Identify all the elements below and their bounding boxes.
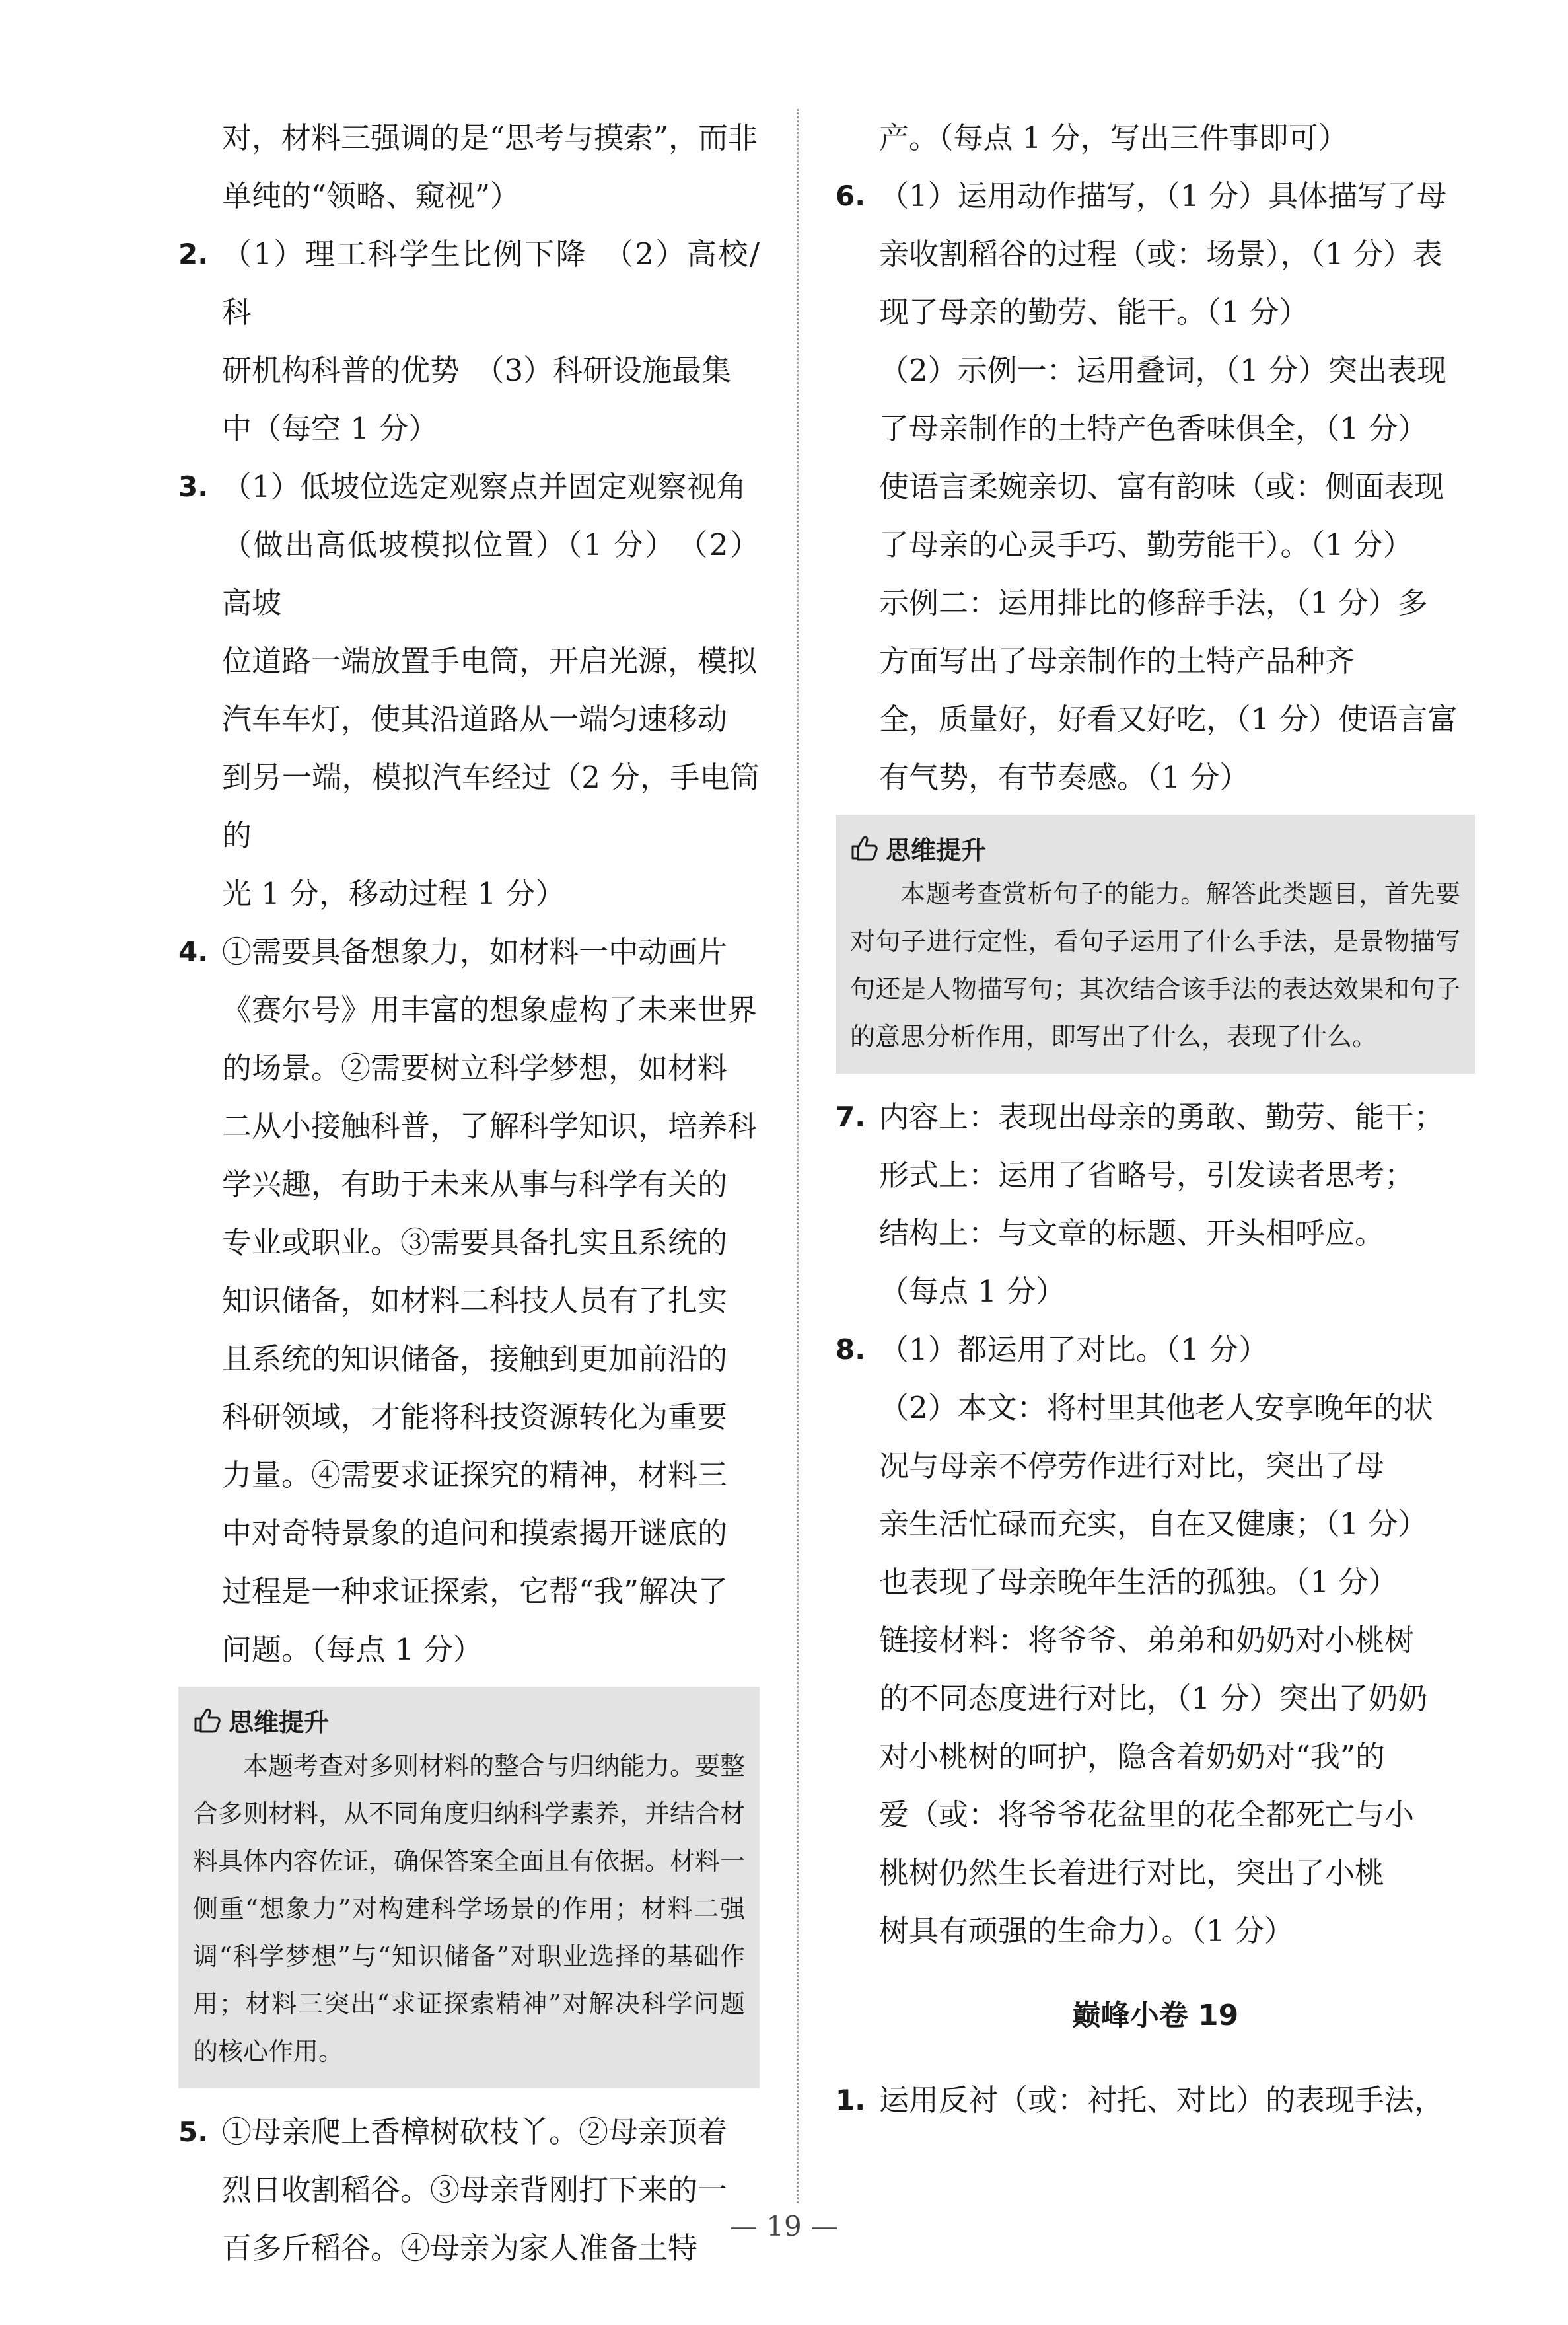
answer-line: （1）都运用了对比。（1 分） (879, 1332, 1269, 1367)
answer-number: 8. (836, 1333, 866, 1366)
answer-line: 内容上：表现出母亲的勇敢、勤劳、能干； (879, 1099, 1444, 1134)
answer-line: 全，质量好，好看又好吃，（1 分）使语言富 (879, 702, 1458, 737)
answer-line: ①母亲爬上香樟树砍枝丫。②母亲顶着 (222, 2114, 728, 2149)
answer-line: 研机构科普的优势 （3）科研设施最集 (222, 353, 732, 388)
answer-line: 形式上：运用了省略号，引发读者思考； (879, 1158, 1415, 1193)
answer-line: 的不同态度进行对比，（1 分）突出了奶奶 (879, 1681, 1428, 1716)
answer-line: 有气势，有节奏感。（1 分） (879, 760, 1250, 795)
answer-line: 二从小接触科普，了解科学知识，培养科 (222, 1109, 758, 1144)
thumbs-up-pointing-icon (850, 834, 879, 861)
left-column (178, 109, 760, 2277)
answer-line: 况与母亲不停劳作进行对比，突出了母 (879, 1448, 1385, 1483)
continuation-line: 产。（每点 1 分，写出三件事即可） (879, 120, 1348, 155)
answer-line: 运用反衬（或：衬托、对比）的表现手法， (879, 2083, 1444, 2118)
answer-line: 中对奇特景象的追问和摸索揭开谜底的 (222, 1516, 728, 1551)
answer-number: 2. (178, 238, 209, 270)
answer-line: 使语言柔婉亲切、富有韵味（或：侧面表现 (879, 469, 1444, 504)
answer-line: 也表现了母亲晚年生活的孤独。（1 分） (879, 1565, 1398, 1600)
answer-line: 汽车车灯，使其沿道路从一端匀速移动 (222, 702, 728, 737)
answer-line: 知识储备，如材料二科技人员有了扎实 (222, 1283, 728, 1318)
answer-number: 3. (178, 470, 209, 503)
answer-line: 方面写出了母亲制作的土特产品种齐 (879, 644, 1355, 679)
continuation-line: 单纯的“领略、窥视”） (222, 178, 520, 213)
thinking-tip-box (836, 815, 1475, 1074)
answer-line: 树具有顽强的生命力）。（1 分） (879, 1913, 1294, 1948)
answer-line: ①需要具备想象力，如材料一中动画片 (222, 934, 728, 969)
tip-body: 本题考查对多则材料的整合与归纳能力。要整合多则材料，从不同角度归纳科学素养，并结合材料具体内容佐证，确保答案全面且有依据。材料一侧重“想象力”对构建科学场景的作用；材料二强调“科学梦想”与“知识储备”对职业选择的基础作用；材料三突出“求证探索精神”对解决科学问题的核心作用。 (193, 1752, 746, 2066)
answer-2 (178, 225, 760, 458)
answer-line: （1）低坡位选定观察点并固定观察视角 (222, 469, 746, 504)
thinking-tip-box (178, 1687, 760, 2088)
right-column (836, 109, 1475, 2129)
answer-line: 到另一端，模拟汽车经过（2 分，手电筒的 (222, 760, 760, 853)
answer-number: 5. (178, 2116, 209, 2148)
answer-4 (178, 923, 760, 1679)
tip-body: 本题考查赏析句子的能力。解答此类题目，首先要对句子进行定性，看句子运用了什么手法，是景物描写句还是人物描写句；其次结合该手法的表达效果和句子的意思分析作用，即写出了什么，表现了什么。 (850, 879, 1460, 1051)
answer-line: （做出高低坡模拟位置）（1 分） （2）高坡 (222, 527, 760, 620)
answer-line: 了母亲的心灵手巧、勤劳能干）。（1 分） (879, 527, 1413, 562)
page-number: — 19 — (729, 2210, 839, 2242)
tip-title: 思维提升 (229, 1707, 330, 1737)
answer-line: 桃树仍然生长着进行对比，突出了小桃 (879, 1855, 1385, 1890)
tip-header (850, 825, 1460, 870)
answer-line: 烈日收割稻谷。③母亲背刚打下来的一 (222, 2172, 728, 2207)
answer-line: 力量。④需要求证探究的精神，材料三 (222, 1458, 728, 1493)
answer-line: 结构上：与文章的标题、开头相呼应。 (879, 1216, 1385, 1251)
answer-line: 学兴趣，有助于未来从事与科学有关的 (222, 1167, 728, 1202)
answer-line: （2）示例一：运用叠词，（1 分）突出表现 (879, 353, 1447, 388)
answer-5 (178, 2103, 760, 2277)
answer-line: 的场景。②需要树立科学梦想，如材料 (222, 1051, 728, 1086)
answer-line: （每点 1 分） (879, 1274, 1066, 1309)
answer-line: 现了母亲的勤劳、能干。（1 分） (879, 295, 1309, 330)
answer-number: 7. (836, 1101, 866, 1133)
answer-line: 对小桃树的呵护，隐含着奶奶对“我”的 (879, 1739, 1386, 1774)
answer-line: 且系统的知识储备，接触到更加前沿的 (222, 1341, 728, 1376)
answer-number: 1. (836, 2084, 866, 2116)
answer-line: 示例二：运用排比的修辞手法，（1 分）多 (879, 585, 1428, 620)
answer-3 (178, 458, 760, 923)
answer-number: 4. (178, 936, 209, 968)
answer-line: 了母亲制作的土特产色香味俱全，（1 分） (879, 411, 1428, 446)
section-title: 巅峰小卷 19 (1071, 1999, 1239, 2032)
tip-header (193, 1697, 745, 1742)
answer-7 (836, 1088, 1475, 1321)
answer-line: 位道路一端放置手电筒，开启光源，模拟 (222, 644, 758, 679)
answer-line: 链接材料：将爷爷、弟弟和奶奶对小桃树 (879, 1623, 1415, 1658)
answer-line: 科研领域，才能将科技资源转化为重要 (222, 1399, 728, 1434)
answer-line: 光 1 分，移动过程 1 分） (222, 876, 565, 911)
answer-line: 《赛尔号》用丰富的想象虚构了未来世界 (222, 992, 758, 1027)
answer-line: 亲生活忙碌而充实，自在又健康；（1 分） (879, 1506, 1428, 1541)
answer-s1 (836, 2071, 1475, 2129)
continuation-line: 对，材料三强调的是“思考与摸索”，而非 (222, 120, 758, 155)
answer-line: 中（每空 1 分） (222, 411, 439, 446)
answer-line: 专业或职业。③需要具备扎实且系统的 (222, 1225, 728, 1260)
answer-line: 百多斤稻谷。④母亲为家人准备土特 (222, 2231, 698, 2266)
answer-line: 亲收割稻谷的过程（或：场景），（1 分）表 (879, 237, 1443, 272)
answer-line: 问题。（每点 1 分） (222, 1632, 483, 1667)
column-divider (797, 109, 799, 2203)
answer-line: （1）理工科学生比例下降 （2）高校/科 (222, 237, 760, 330)
answer-number: 6. (836, 180, 866, 212)
tip-title: 思维提升 (886, 835, 987, 865)
answer-8 (836, 1321, 1475, 1960)
answer-line: （2）本文：将村里其他老人安享晚年的状 (879, 1390, 1433, 1425)
answer-6 (836, 167, 1475, 807)
answer-line: 过程是一种求证探索，它帮“我”解决了 (222, 1574, 729, 1609)
answer-line: （1）运用动作描写，（1 分）具体描写了母 (879, 178, 1447, 213)
thumbs-up-pointing-icon (193, 1707, 222, 1733)
answer-line: 爱（或：将爷爷花盆里的花全都死亡与小 (879, 1797, 1415, 1832)
